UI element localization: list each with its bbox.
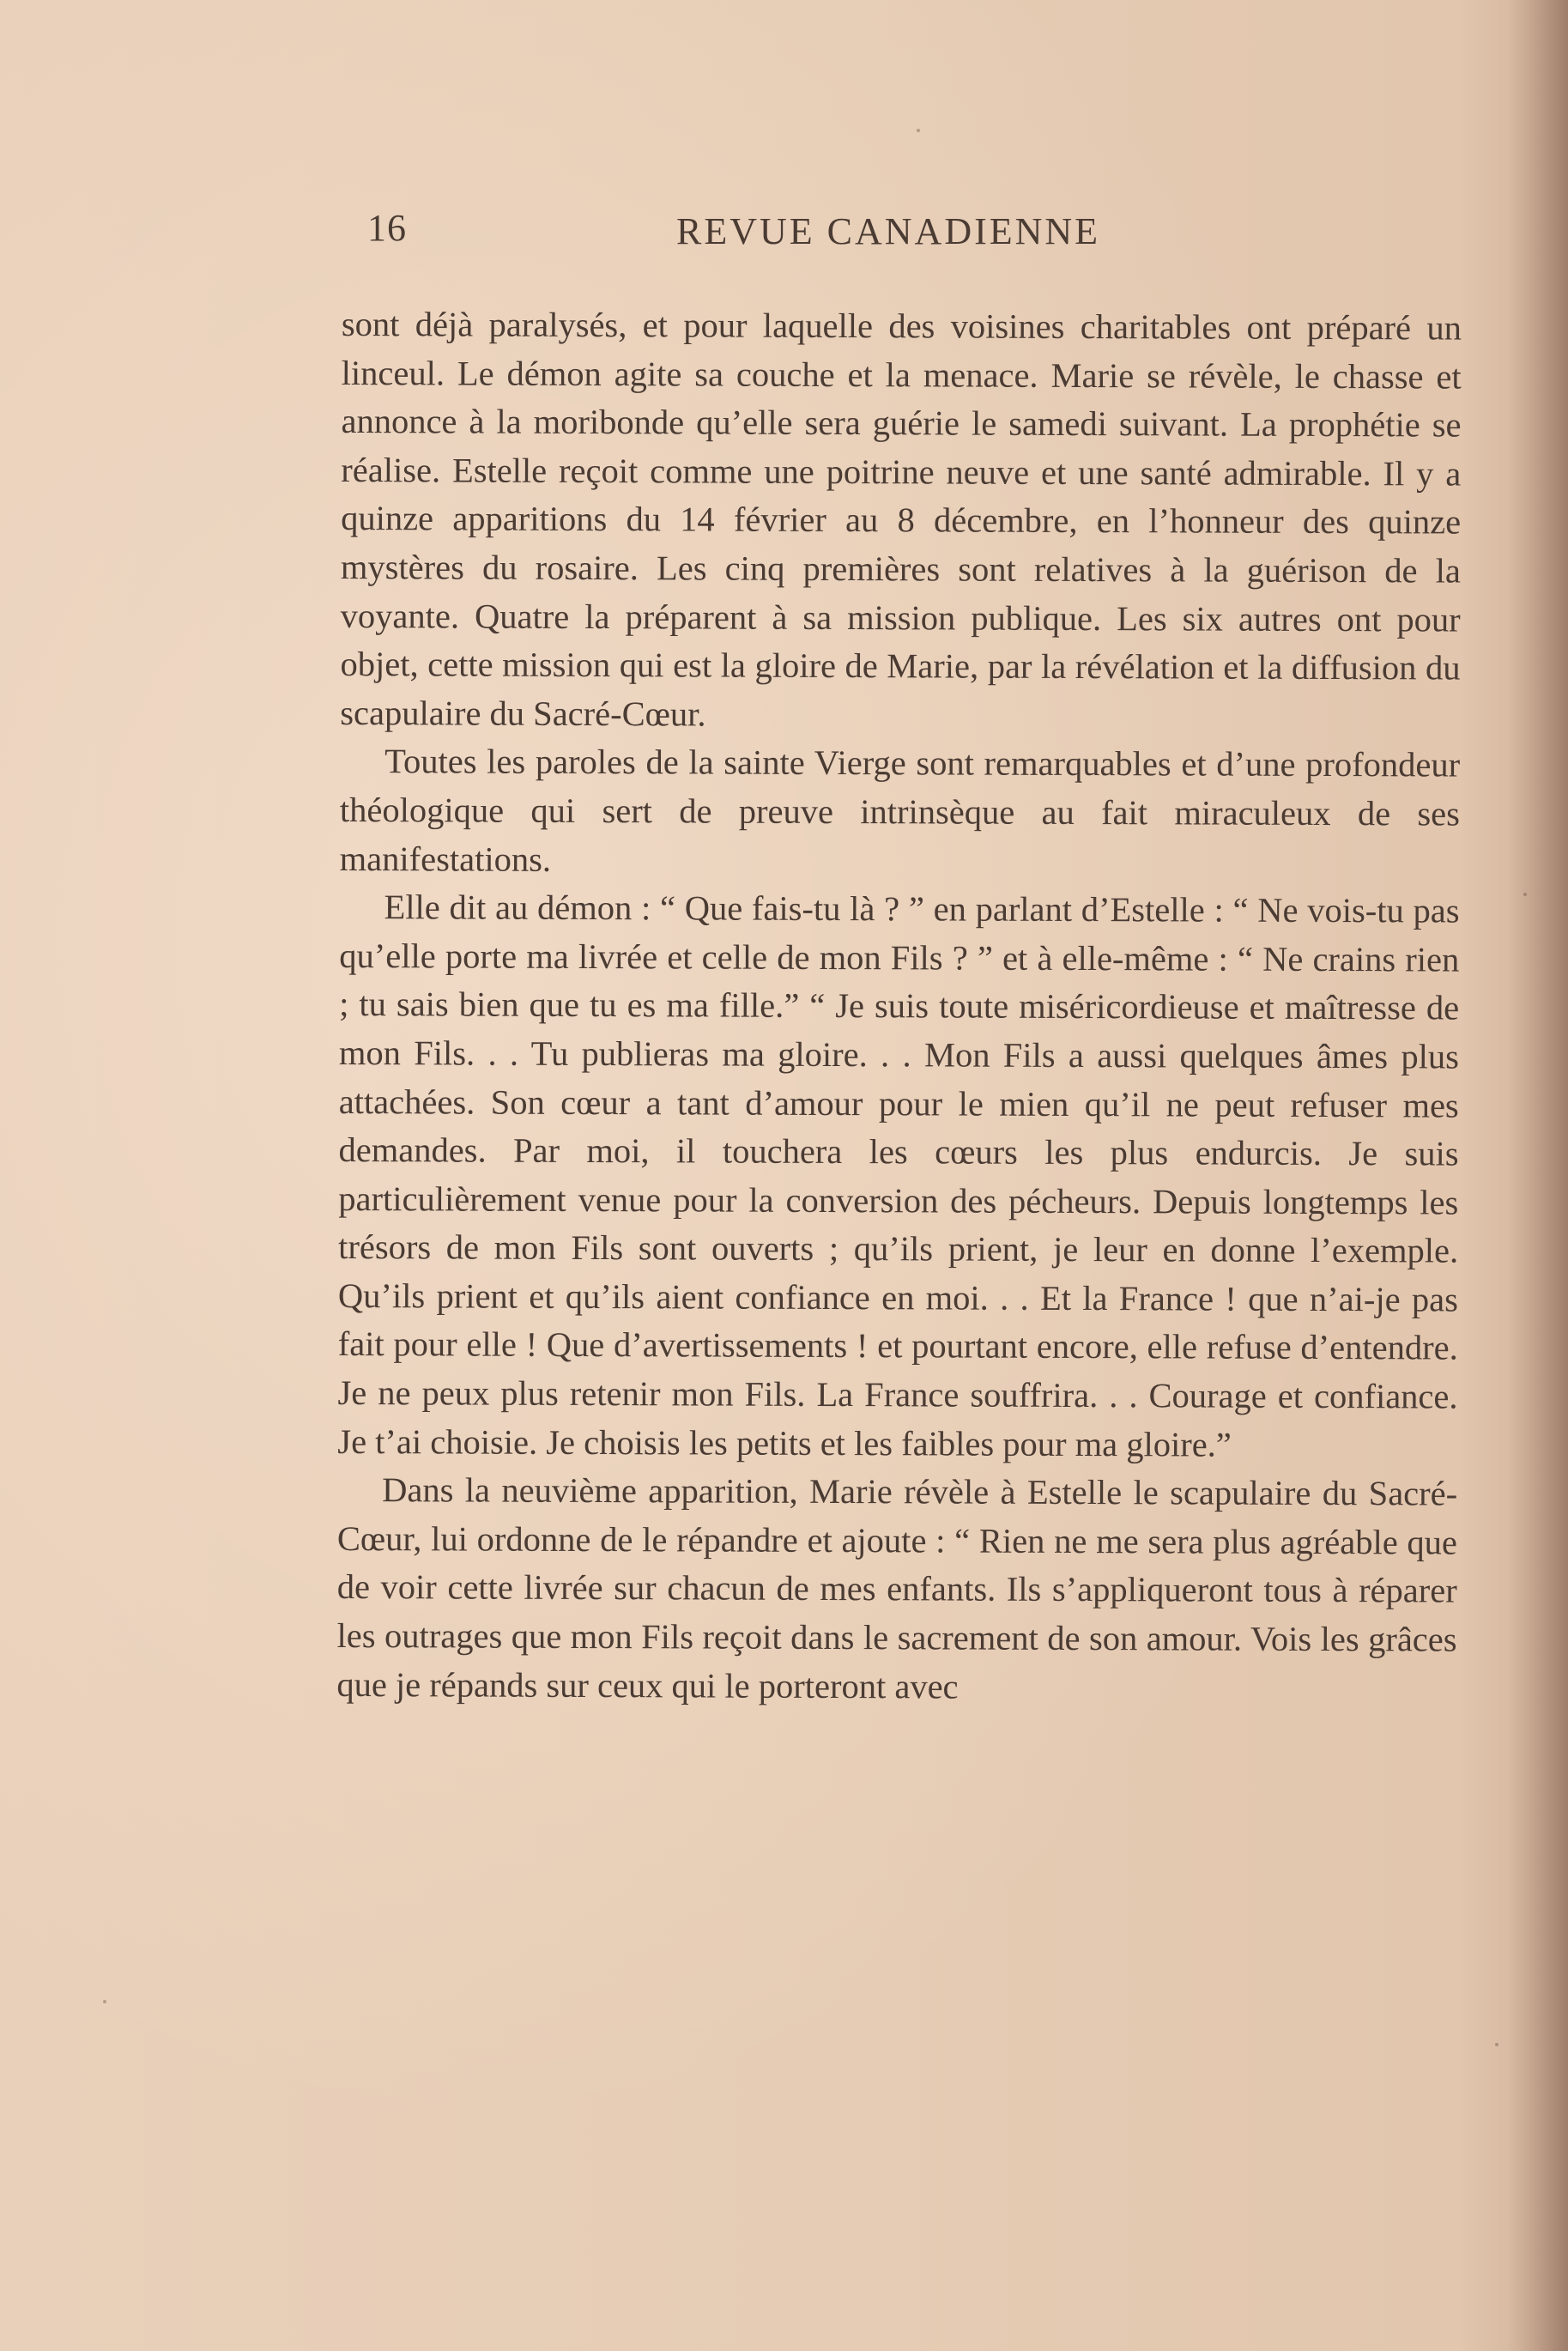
- paper-speck: [1523, 893, 1527, 896]
- body-text: [336, 300, 1462, 1713]
- paper-speck: [103, 2000, 106, 2003]
- journal-title: REVUE CANADIENNE: [676, 210, 1101, 252]
- paper-speck: [917, 129, 920, 132]
- paragraph: Dans la neuvième apparition, Marie révèle à Estelle le scapulaire du Sacré-Cœur, lui ordonne de le répandre et ajoute : “ Rien ne me sera plus agréable que de voir cette livrée sur chacun de mes enfants. Ils s’appliqueront tous à réparer les outrages que mon Fils reçoit dans le sacrement de son amour. Vois les grâces que je répands sur ceux qui le porteront avec: [336, 1470, 1458, 1706]
- page-number: 16: [367, 207, 407, 249]
- paper-speck: [1495, 2043, 1498, 2046]
- paragraph: Toutes les paroles de la sainte Vierge sont remarquables et d’une profondeur théologique qui sert de preuve intrinsèque au fait miraculeux de ses manifestations.: [339, 742, 1461, 879]
- running-head: [367, 199, 1483, 259]
- paragraph-continued: sont déjà paralysés, et pour laquelle des voisines charitables ont préparé un linceul. Le démon agite sa couche et la menace. Marie se révèle, le chasse et annonce à la moribonde qu’elle sera guérie le samedi suivant. La prophétie se réalise. Estelle reçoit comme une poitrine neuve et une santé admirable. Il y a quinze apparitions du 14 février au 8 décembre, en l’honneur des quinze mystères du rosaire. Les cinq premières sont relatives à la guérison de la voyante. Quatre la préparent à sa mission publique. Les six autres ont pour objet, cette mission qui est la gloire de Marie, par la révélation et la diffusion du scapulaire du Sacré-Cœur.: [340, 304, 1462, 734]
- paragraph: Elle dit au démon : “ Que fais-tu là ? ” en parlant d’Estelle : “ Ne vois-tu pas qu’elle porte ma livrée et celle de mon Fils ? ” et à elle-même : “ Ne crains rien ; tu sais bien que tu es ma fille.” “ Je suis toute miséricordieuse et maîtresse de mon Fils. . . Tu publieras ma gloire. . . Mon Fils a aussi quelques âmes plus attachées. Son cœur a tant d’amour pour le mien qu’il ne peut refuser mes demandes. Par moi, il touchera les cœurs les plus endurcis. Je suis particulièrement venue pour la conversion des pécheurs. Depuis longtemps les trésors de mon Fils sont ouverts ; qu’ils prient, je leur en donne l’exemple. Qu’ils prient et qu’ils aient confiance en moi. . . Et la France ! que n’ai-je pas fait pour elle ! Que d’avertissements ! et pourtant encore, elle refuse d’entendre. Je ne peux plus retenir mon Fils. La France souffrira. . . Courage et confiance. Je t’ai choisie. Je choisis les petits et les faibles pour ma gloire.”: [337, 888, 1460, 1464]
- binding-shadow: [1508, 0, 1568, 2351]
